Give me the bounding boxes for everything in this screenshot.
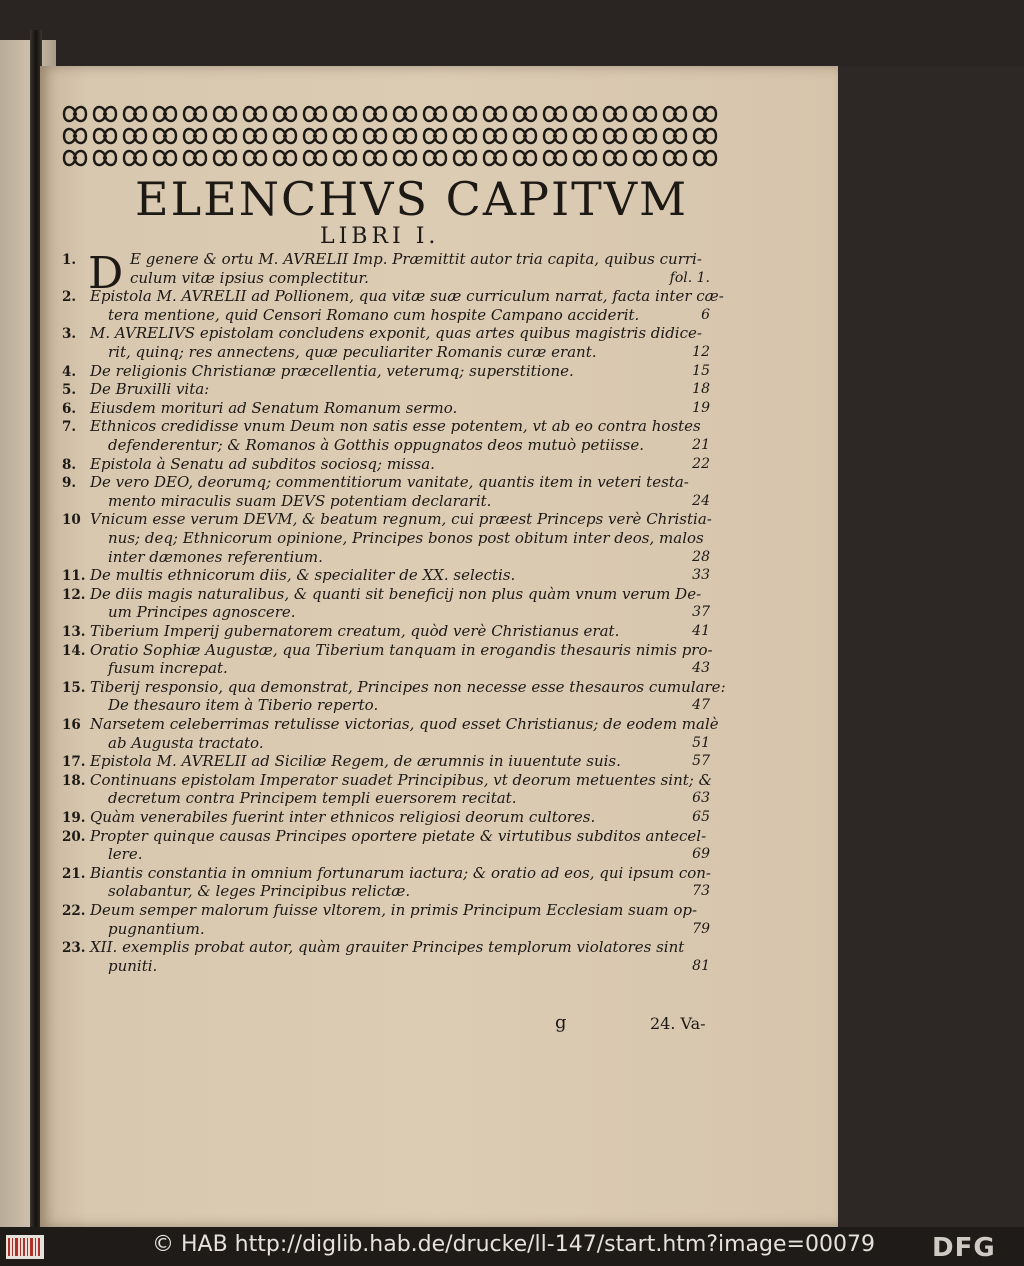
chapter-number: 7. xyxy=(62,419,77,436)
chapter-text-line: De multis ethnicorum diis, & specialiter de XX. selectis. xyxy=(90,566,516,585)
chapter-text-line: XII. exemplis probat autor, quàm grauiter Principes templorum violatores sint xyxy=(90,938,685,957)
chapter-text-line: Biantis constantia in omnium fortunarum iactura; & oratio ad eos, qui ipsum con- xyxy=(90,863,711,882)
chapter-number: 17. xyxy=(62,754,86,771)
folio-reference: 21 xyxy=(692,437,710,453)
folio-reference: 63 xyxy=(692,790,710,807)
chapter-text-line: Vnicum esse verum DEVM, & beatum regnum, cui præest Princeps verè Christia- xyxy=(90,510,712,529)
chapter-number: 1. xyxy=(62,252,77,268)
chapter-text-line: um Principes agnoscere. xyxy=(108,603,296,622)
chapter-number: 23. xyxy=(62,940,86,957)
dark-background xyxy=(838,66,1024,1227)
chapter-number: 22. xyxy=(62,903,86,919)
catchword: 24. Va- xyxy=(650,1014,706,1033)
chapter-number: 19. xyxy=(62,810,86,826)
chapter-number: 20. xyxy=(62,828,86,845)
chapter-text-line: defenderentur; & Romanos à Gotthis oppugnatos deos mutuò petiisse. xyxy=(108,436,645,454)
chapter-text-line: Narsetem celeberrimas retulisse victorias, quod esset Christianus; de eodem malè xyxy=(90,715,719,733)
chapter-text-line: culum vitæ ipsius complectitur. xyxy=(130,268,369,287)
chapter-number: 14. xyxy=(62,642,86,659)
folio-reference: 28 xyxy=(692,548,710,565)
chapter-text-line: De Bruxilli vita: xyxy=(90,380,210,399)
chapter-text-line: ab Augusta tractato. xyxy=(108,733,264,752)
folio-reference: 57 xyxy=(692,753,710,770)
chapter-text-line: De diis magis naturalibus, & quanti sit beneficij non plus quàm vnum verum De- xyxy=(90,584,702,603)
chapter-text-line: De religionis Christianæ præcellentia, veterumq; superstitione. xyxy=(90,361,574,380)
folio-reference: 18 xyxy=(692,381,710,398)
folio-reference: 69 xyxy=(692,846,710,863)
chapter-text-line: rit, quinq; res annectens, quæ peculiariter Romanis curæ erant. xyxy=(108,343,597,361)
chapter-text-line: Tiberium Imperij gubernatorem creatum, quòd verè Christianus erat. xyxy=(90,622,620,640)
chapter-number: 10 xyxy=(62,512,81,529)
folio-reference: 37 xyxy=(692,604,710,621)
folio-reference: 33 xyxy=(692,567,710,584)
chapter-text-line: nus; deq; Ethnicorum opinione, Principes bonos post obitum inter deos, malos xyxy=(108,529,704,547)
chapter-text-line: Tiberij responsio, qua demonstrat, Principes non necesse esse thesauros cumulare: xyxy=(90,677,726,696)
barcode-icon xyxy=(6,1235,44,1259)
chapter-text-line: Oratio Sophiæ Augustæ, qua Tiberium tanquam in erogandis thesauris nimis pro- xyxy=(90,640,713,659)
chapter-number: 4. xyxy=(62,363,77,380)
chapter-number: 16 xyxy=(62,717,81,733)
chapter-text-line: E genere & ortu M. AVRELII Imp. Præmittit autor tria capita, quibus curri- xyxy=(130,250,702,268)
chapter-text-line: Quàm venerabiles fuerint inter ethnicos religiosi deorum cultores. xyxy=(90,808,596,826)
chapter-text-line: Ethnicos credidisse vnum Deum non satis esse potentem, vt ab eo contra hostes xyxy=(90,417,701,436)
folio-reference: 24 xyxy=(692,492,710,509)
chapter-number: 21. xyxy=(62,865,86,882)
folio-reference: 81 xyxy=(692,957,710,974)
chapter-text-line: Epistola M. AVRELII ad Pollionem, qua vitæ suæ curriculum narrat, facta inter cæ- xyxy=(90,287,724,306)
folio-reference: 51 xyxy=(692,734,710,751)
chapter-text-line: solabantur, & leges Principibus relictæ. xyxy=(108,882,411,901)
book-page xyxy=(40,66,838,1227)
folio-reference: 65 xyxy=(692,809,710,825)
chapter-number: 5. xyxy=(62,382,77,399)
drop-capital: D xyxy=(88,248,124,299)
folio-reference: 47 xyxy=(692,697,710,714)
folio-reference: 22 xyxy=(692,455,710,472)
folio-reference: fol. 1. xyxy=(669,269,710,286)
chapter-text-line: Eiusdem morituri ad Senatum Romanum sermo. xyxy=(90,398,458,417)
chapter-number: 12. xyxy=(62,586,86,603)
chapter-text-line: Epistola à Senatu ad subditos sociosq; missa. xyxy=(90,454,435,473)
chapter-text-line: Propter quinque causas Principes oportere pietate & virtutibus subditos antecel- xyxy=(90,826,707,845)
chapter-number: 6. xyxy=(62,400,77,417)
copyright-url[interactable]: © HAB http://diglib.hab.de/drucke/ll-147/start.htm?image=00079 xyxy=(152,1232,875,1257)
folio-reference: 79 xyxy=(692,920,710,937)
chapter-number: 13. xyxy=(62,624,86,640)
chapter-text-line: decretum contra Principem templi euersorem recitat. xyxy=(108,789,517,808)
chapter-text-line: inter dæmones referentium. xyxy=(108,547,323,566)
folio-reference: 19 xyxy=(692,399,710,416)
signature-mark: g xyxy=(555,1012,567,1033)
folio-reference: 15 xyxy=(692,362,710,379)
chapter-text-line: puniti. xyxy=(108,956,158,975)
chapter-text-line: Deum semper malorum fuisse vltorem, in primis Principum Ecclesiam suam op- xyxy=(90,901,698,919)
chapter-text-line: M. AVRELIVS epistolam concludens exponit, quas artes quibus magistris didice- xyxy=(90,324,702,343)
chapter-text-line: De thesauro item à Tiberio reperto. xyxy=(108,696,379,715)
chapter-text-line: pugnantium. xyxy=(108,919,205,938)
chapter-text-line: fusum increpat. xyxy=(108,659,228,678)
footer-bar xyxy=(0,1227,1024,1266)
chapter-number: 15. xyxy=(62,679,86,696)
chapter-number: 11. xyxy=(62,568,86,585)
folio-reference: 6 xyxy=(701,306,710,323)
chapter-text-line: Epistola M. AVRELII ad Siciliæ Regem, de ærumnis in iuuentute suis. xyxy=(90,752,621,771)
dfg-logo: DFG xyxy=(932,1233,996,1263)
page-subtitle: LIBRI I. xyxy=(320,224,440,249)
chapter-text-line: tera mentione, quid Censori Romano cum hospite Campano acciderit. xyxy=(108,305,640,324)
page-title: ELENCHVS CAPITVM xyxy=(135,172,689,226)
folio-reference: 43 xyxy=(692,660,710,677)
chapter-number: 3. xyxy=(62,326,77,343)
chapter-number: 2. xyxy=(62,289,77,306)
chapter-number: 18. xyxy=(62,772,86,789)
chapter-number: 9. xyxy=(62,475,77,492)
chapter-list xyxy=(40,66,838,1026)
folio-reference: 73 xyxy=(692,883,710,900)
chapter-number: 8. xyxy=(62,456,77,473)
folio-reference: 41 xyxy=(692,623,710,639)
chapter-text-line: mento miraculis suam DEVS potentiam declararit. xyxy=(108,491,492,510)
folio-reference: 12 xyxy=(692,344,710,360)
chapter-text-line: De vero DEO, deorumq; commentitiorum vanitate, quantis item in veteri testa- xyxy=(90,473,689,492)
chapter-text-line: lere. xyxy=(108,845,143,864)
chapter-text-line: Continuans epistolam Imperator suadet Principibus, vt deorum metuentes sint; & xyxy=(90,770,712,789)
